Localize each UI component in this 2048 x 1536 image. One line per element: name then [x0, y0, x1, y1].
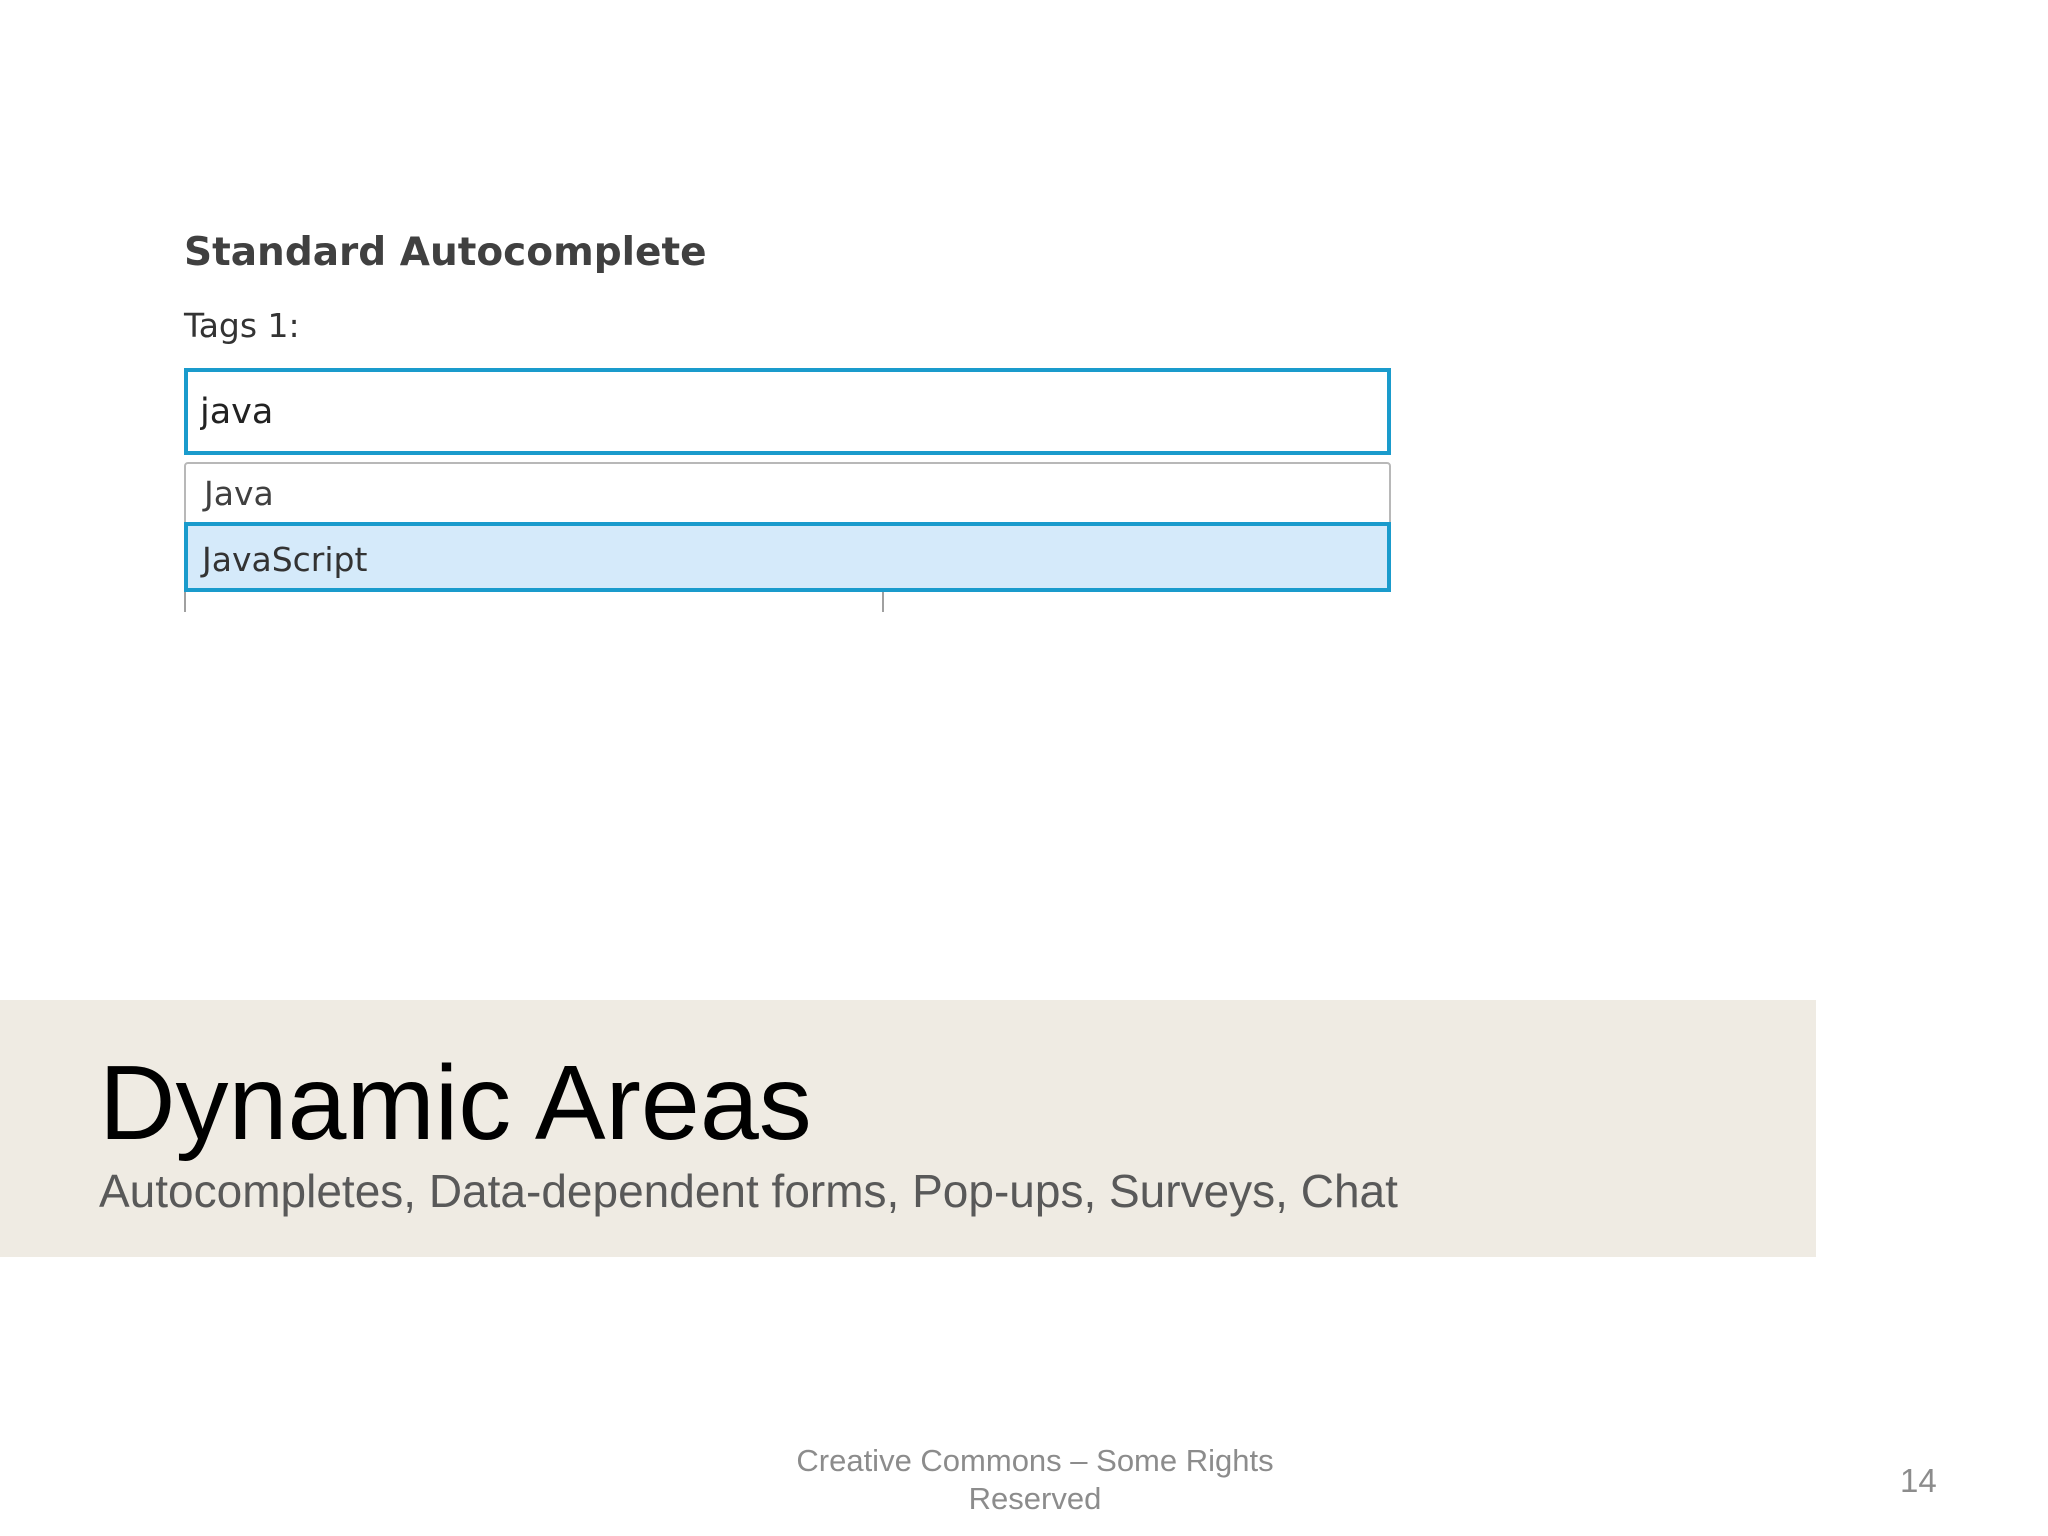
- section-title: Dynamic Areas: [99, 1044, 812, 1162]
- section-subtitle: Autocompletes, Data-dependent forms, Pop-ups, Surveys, Chat: [99, 1165, 1398, 1217]
- license-footer: Creative Commons – Some Rights Reserved: [796, 1443, 1274, 1516]
- section-band: [0, 1000, 1816, 1257]
- widget-title: Standard Autocomplete: [184, 230, 707, 275]
- tags-field-label: Tags 1:: [184, 306, 300, 345]
- tags-input[interactable]: [184, 368, 1391, 455]
- cropped-edge-middle: [882, 592, 884, 612]
- suggestion-javascript[interactable]: JavaScript: [184, 522, 1391, 592]
- suggestion-java[interactable]: Java: [204, 474, 274, 513]
- suggestion-list: [184, 462, 1391, 590]
- page-number: 14: [1900, 1462, 1937, 1499]
- cropped-edge-left: [184, 592, 186, 612]
